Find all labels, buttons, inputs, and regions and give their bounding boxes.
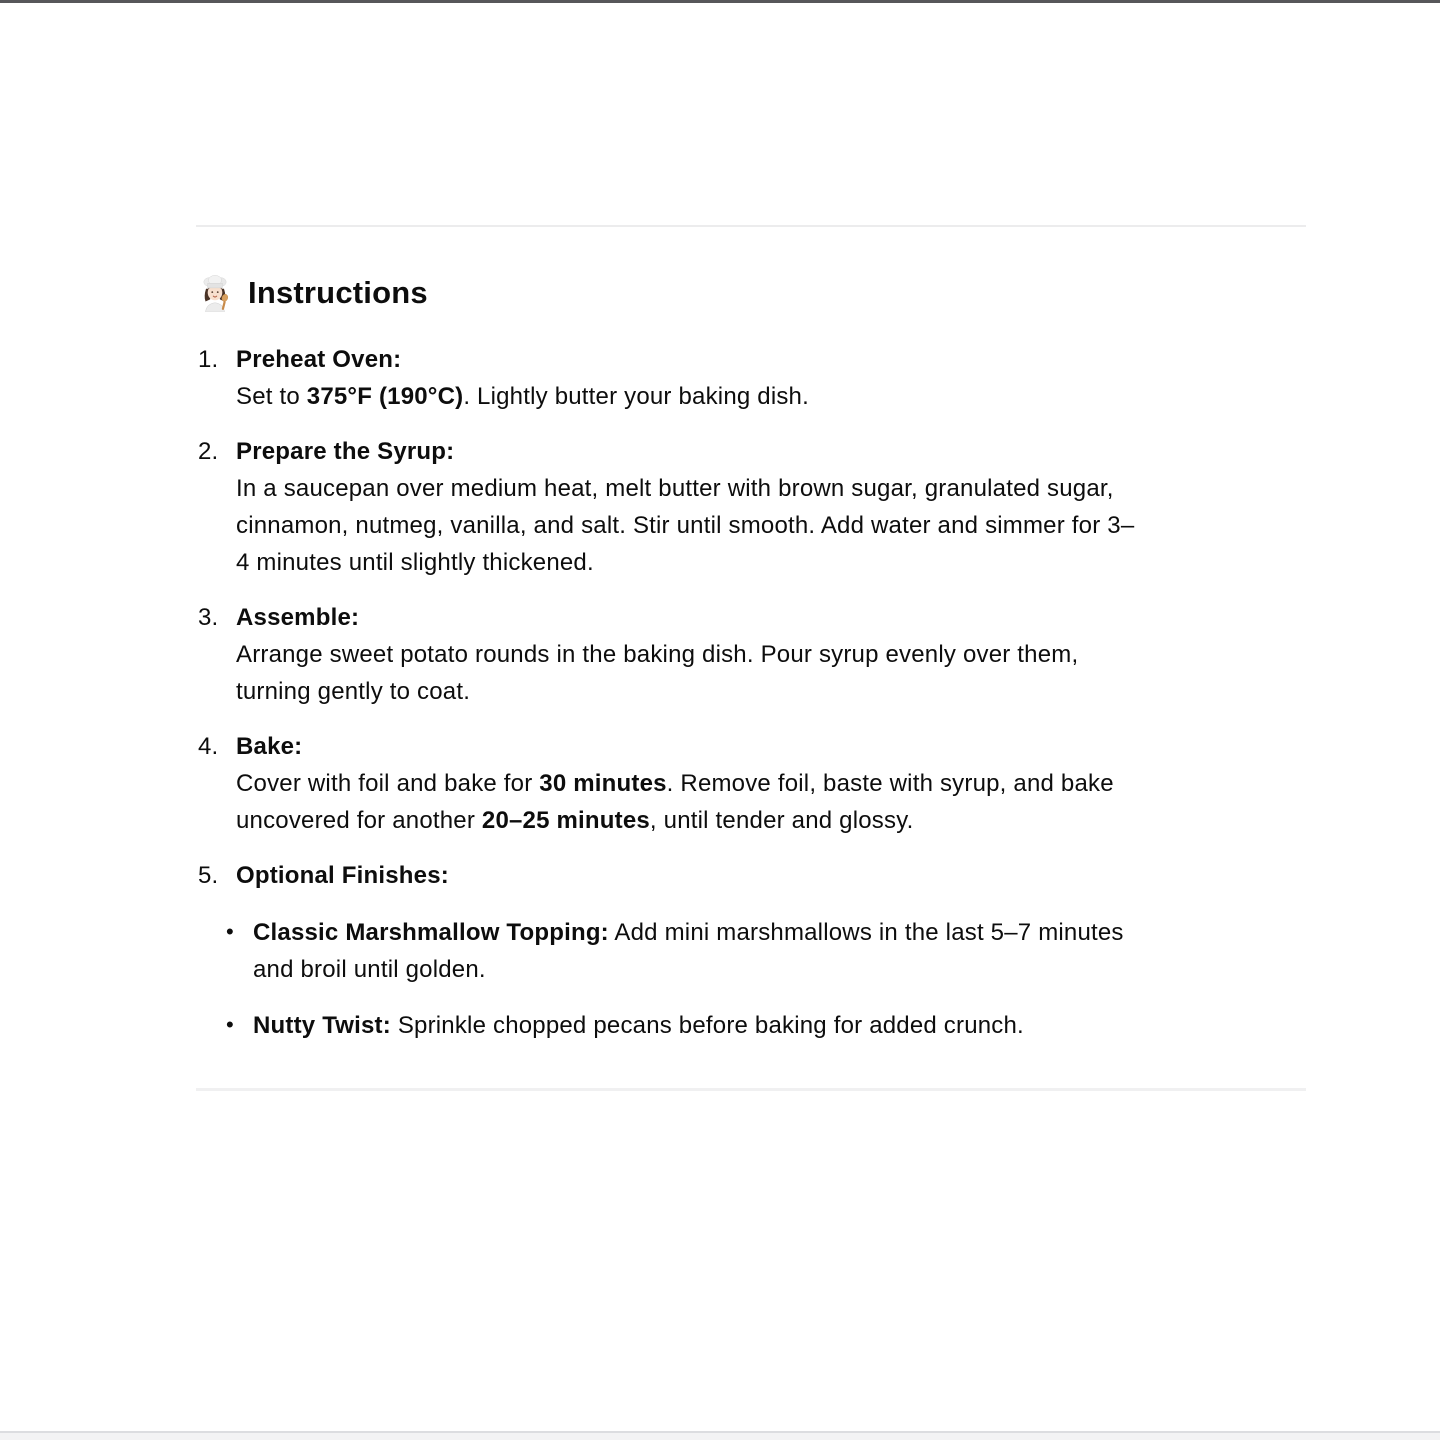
step-title: Bake: bbox=[236, 733, 303, 760]
step-number: 1. bbox=[198, 346, 219, 373]
body-text-bold: 20–25 minutes bbox=[481, 807, 650, 834]
step-number: 4. bbox=[198, 733, 219, 760]
recipe-document bbox=[196, 0, 1306, 1091]
section-divider-bottom bbox=[196, 1088, 1306, 1091]
bullet-body-line bbox=[253, 914, 1306, 951]
body-text: . Lightly butter your baking dish. bbox=[463, 383, 809, 410]
body-text-bold: 375°F (190°C) bbox=[306, 383, 464, 410]
step-title: Preheat Oven: bbox=[236, 346, 402, 373]
optional-finishes-list bbox=[226, 914, 1306, 1044]
step-body-line bbox=[236, 802, 1306, 839]
bullet-body-line bbox=[253, 1007, 1306, 1044]
section-title: Instructions bbox=[248, 275, 428, 310]
step-body-line: Arrange sweet potato rounds in the baking dish. Pour syrup evenly over them, bbox=[236, 641, 1079, 668]
step-title: Prepare the Syrup: bbox=[236, 438, 455, 465]
step-body-line bbox=[236, 378, 1306, 415]
body-text-bold: Nutty Twist: bbox=[253, 1012, 391, 1039]
body-text: Cover with foil and bake for bbox=[236, 770, 540, 797]
body-text: uncovered for another bbox=[236, 807, 482, 834]
section-heading bbox=[196, 271, 1306, 315]
chef-emoji-icon bbox=[196, 274, 234, 312]
body-text: . Remove foil, baste with syrup, and bake bbox=[666, 770, 1114, 797]
bullet-nutty-twist bbox=[226, 1007, 1306, 1044]
step-number: 3. bbox=[198, 604, 219, 631]
step-preheat-oven bbox=[196, 341, 1306, 415]
step-optional-finishes bbox=[196, 857, 1306, 1044]
step-title: Assemble: bbox=[236, 604, 360, 631]
bullet-marker: • bbox=[226, 919, 234, 944]
step-body-line: cinnamon, nutmeg, vanilla, and salt. Stir until smooth. Add water and simmer for 3– bbox=[236, 512, 1135, 539]
body-text: Set to bbox=[236, 383, 307, 410]
instructions-list bbox=[196, 341, 1306, 1044]
step-bake bbox=[196, 728, 1306, 839]
step-number: 2. bbox=[198, 438, 219, 465]
step-assemble bbox=[196, 599, 1306, 710]
bullet-marshmallow-topping bbox=[226, 914, 1306, 988]
step-body-line: turning gently to coat. bbox=[236, 678, 471, 705]
step-number: 5. bbox=[198, 862, 219, 889]
step-body-line: 4 minutes until slightly thickened. bbox=[236, 549, 594, 576]
bullet-body-line: and broil until golden. bbox=[253, 956, 486, 983]
section-divider-top bbox=[196, 225, 1306, 227]
step-body-line bbox=[236, 765, 1306, 802]
body-text: Sprinkle chopped pecans before baking for added crunch. bbox=[390, 1012, 1024, 1039]
body-text: , until tender and glossy. bbox=[649, 807, 914, 834]
body-text: Add mini marshmallows in the last 5–7 minutes bbox=[608, 919, 1124, 946]
step-prepare-syrup bbox=[196, 433, 1306, 581]
step-body-line: In a saucepan over medium heat, melt butter with brown sugar, granulated sugar, bbox=[236, 475, 1114, 502]
body-text-bold: Classic Marshmallow Topping: bbox=[253, 919, 609, 946]
body-text-bold: 30 minutes bbox=[539, 770, 667, 797]
bullet-marker: • bbox=[226, 1012, 234, 1037]
step-title: Optional Finishes: bbox=[236, 862, 449, 889]
window-bottom-edge bbox=[0, 1431, 1440, 1440]
